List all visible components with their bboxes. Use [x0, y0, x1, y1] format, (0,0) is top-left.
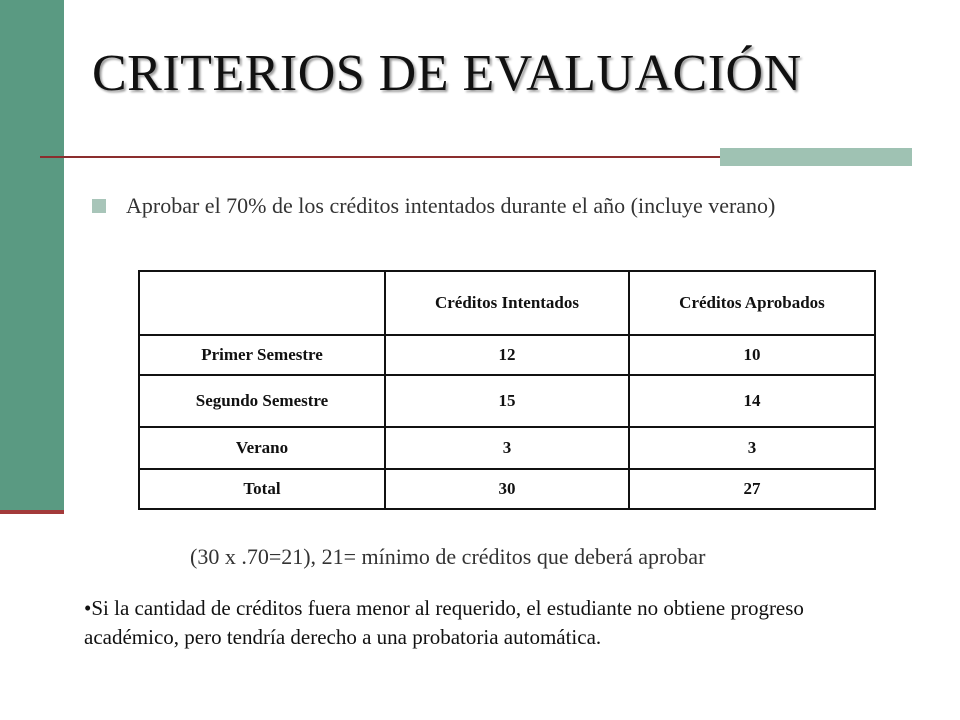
table-cell: 3 [385, 427, 629, 469]
formula-line [190, 544, 705, 570]
table-cell: 3 [629, 427, 875, 469]
formula-calculation: (30 x .70=21), [190, 544, 317, 569]
table-header-cell: Créditos Intentados [385, 271, 629, 335]
credits-table [138, 270, 876, 510]
table-row [139, 335, 875, 375]
title-accent-block [720, 148, 912, 166]
table-header-row [139, 271, 875, 335]
table-cell: Primer Semestre [139, 335, 385, 375]
slide-title: CRITERIOS DE EVALUACIÓN [92, 45, 802, 102]
left-bar-accent-line [0, 510, 64, 514]
table-cell: 30 [385, 469, 629, 509]
formula-result: 21= mínimo de créditos que deberá aprobar [321, 544, 706, 569]
table-cell: 10 [629, 335, 875, 375]
table-header-cell: Créditos Aprobados [629, 271, 875, 335]
table-cell: 12 [385, 335, 629, 375]
left-decorative-bar [0, 0, 64, 512]
square-bullet-icon [92, 199, 106, 213]
table-cell: 15 [385, 375, 629, 427]
bullet-text: Aprobar el 70% de los créditos intentados durante el año (incluye verano) [126, 193, 776, 218]
table-cell: Total [139, 469, 385, 509]
table-header-cell [139, 271, 385, 335]
table-row [139, 375, 875, 427]
bullet-item [92, 192, 775, 220]
table-cell: 14 [629, 375, 875, 427]
table-cell: Segundo Semestre [139, 375, 385, 427]
probation-note: •Si la cantidad de créditos fuera menor al requerido, el estudiante no obtiene progreso académico, pero tendría derecho a una probatoria automática. [84, 596, 804, 649]
table-cell: Verano [139, 427, 385, 469]
table-cell: 27 [629, 469, 875, 509]
table-row [139, 427, 875, 469]
table-row [139, 469, 875, 509]
